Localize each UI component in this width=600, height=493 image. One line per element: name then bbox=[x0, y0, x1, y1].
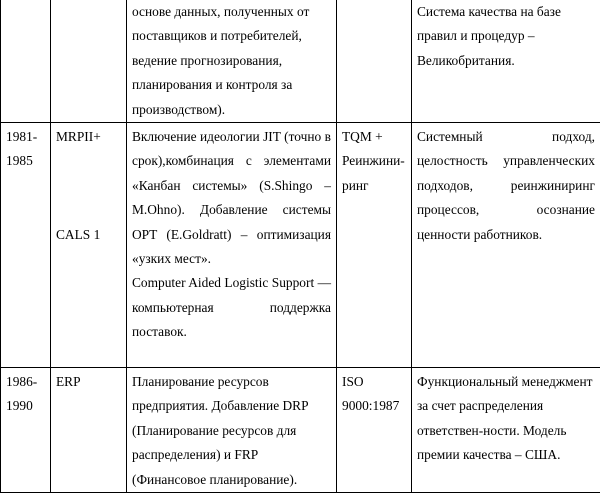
table-row bbox=[1, 368, 600, 493]
year-cell bbox=[1, 0, 51, 123]
description-cell bbox=[127, 123, 337, 368]
description-text: основе данных, полученных от поставщиков и потребителей, ведение прогнозирования, планирования и контроля за производством). bbox=[132, 0, 331, 122]
description-cell bbox=[127, 368, 337, 493]
system-name-secondary: CALS 1 bbox=[56, 223, 121, 247]
management-cell: Система качества на базе правил и процедур – Великобритания. bbox=[412, 0, 600, 123]
description-text: Включение идеологии JIT (точно в срок),комбинация с элементами «Канбан системы» (S.Shingo – M.Ohno). Добавление системы OPT (E.Goldratt) – оптимизация «узких мест». bbox=[132, 125, 331, 271]
year-cell: 1981-1985 bbox=[1, 123, 51, 368]
system-cell: ERP bbox=[51, 368, 127, 493]
quality-cell: TQM + Реинжини-ринг bbox=[337, 123, 412, 368]
management-cell: Системный подход, целостность управленческих подходов, реинжиниринг процессов, осознание ценности работников. bbox=[412, 123, 600, 368]
quality-cell: ISO 9000:1987 bbox=[337, 368, 412, 493]
system-cell bbox=[51, 0, 127, 123]
table-row bbox=[1, 123, 600, 368]
quality-cell bbox=[337, 0, 412, 123]
management-cell: Функциональный менеджмент за счет распределения ответствен-ности. Модель премии качества – США. bbox=[412, 368, 600, 493]
description-text: Computer Aided Logistic Support — компьютерная поддержка поставок. bbox=[132, 271, 331, 344]
description-text: Планирование ресурсов предприятия. Добавление DRP (Планирование ресурсов для распределения) и FRP (Финансовое планирование). bbox=[132, 370, 331, 492]
description-cell bbox=[127, 0, 337, 123]
system-cell bbox=[51, 123, 127, 368]
year-cell: 1986-1990 bbox=[1, 368, 51, 493]
system-name: MRPII+ bbox=[56, 125, 121, 149]
table-row bbox=[1, 0, 600, 123]
